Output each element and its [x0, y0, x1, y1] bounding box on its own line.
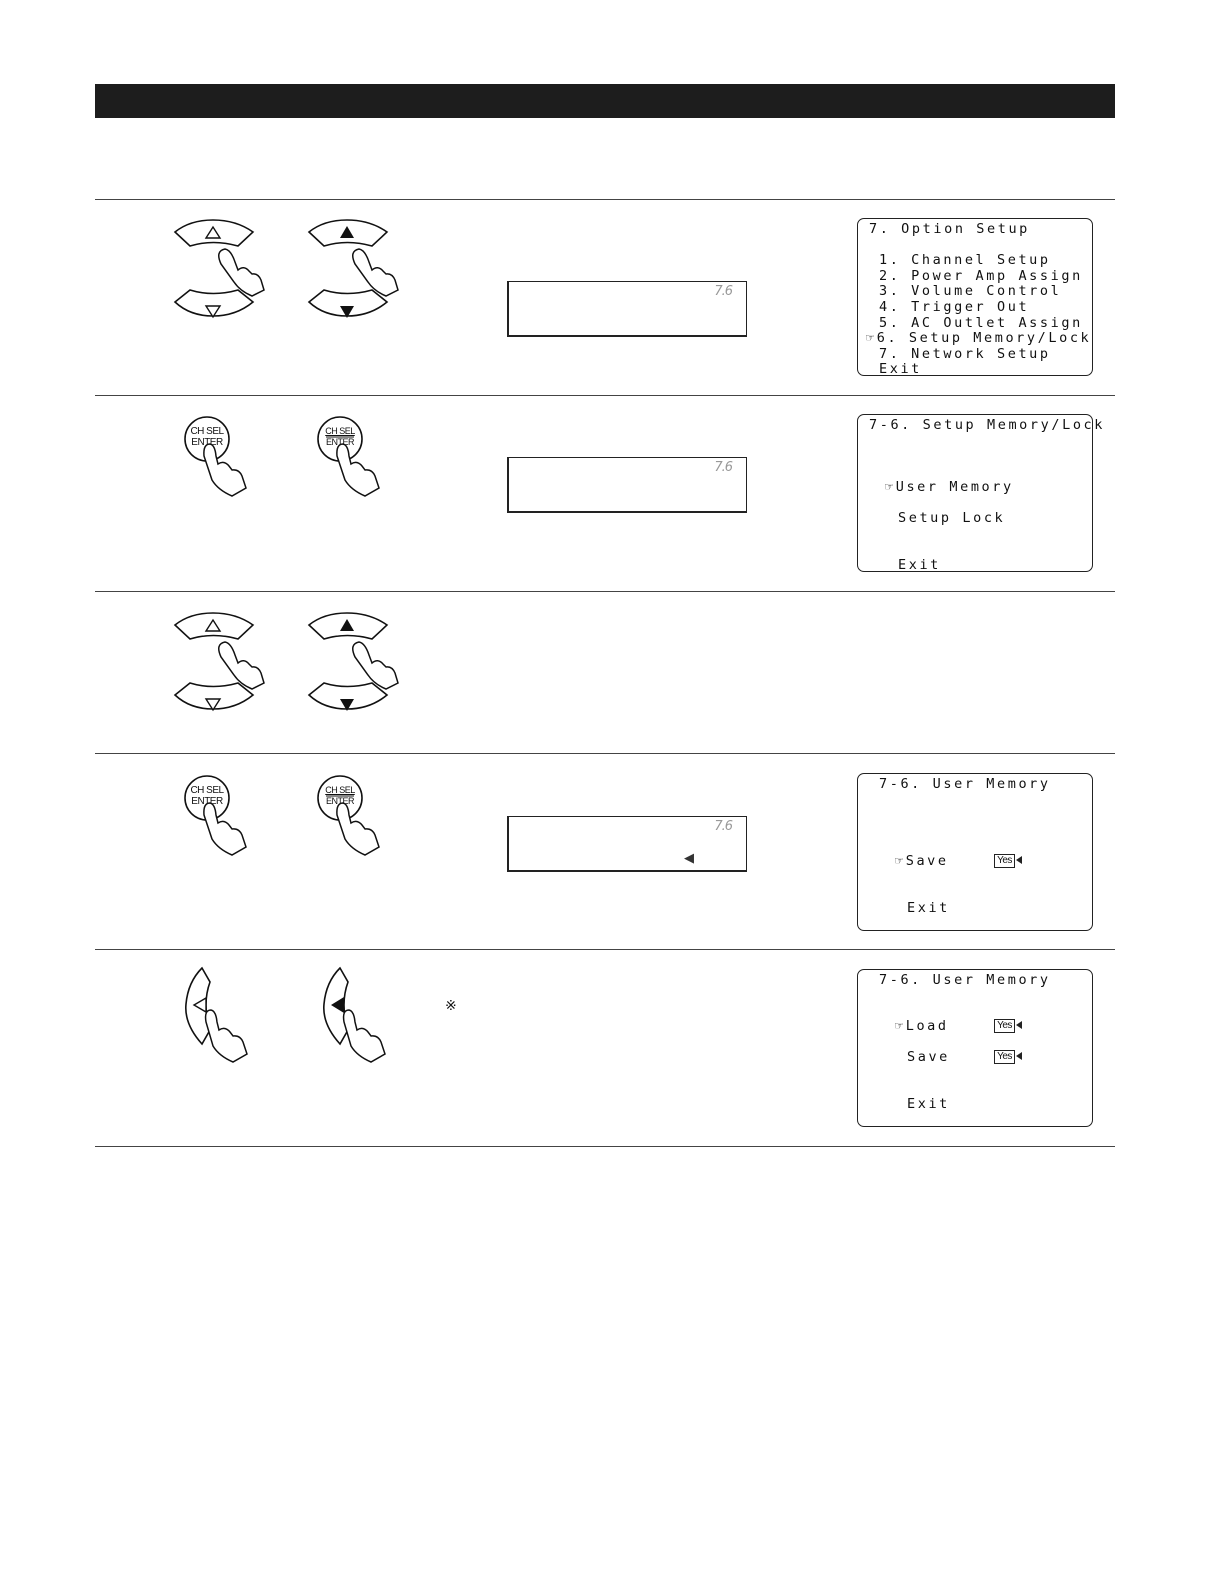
osd-option-setup [857, 218, 1093, 376]
yes-option: Yes [994, 854, 1015, 868]
osd-menu-item: 4. Trigger Out [879, 299, 1030, 315]
yes-option: Yes [994, 1050, 1015, 1064]
osd-menu-exit: Exit [907, 1096, 950, 1112]
osd-menu-item: 3. Volume Control [879, 283, 1062, 299]
osd-menu-item-selected: ☞Load [895, 1018, 949, 1034]
step-divider [95, 199, 1115, 200]
osd-menu-item: 7. Network Setup [879, 346, 1051, 362]
step-divider [95, 395, 1115, 396]
osd-menu-exit: Exit [907, 900, 950, 916]
hand-icon [353, 642, 398, 689]
osd-title: 7. Option Setup [869, 221, 1030, 237]
note-mark: ※ [445, 997, 457, 1013]
front-panel-display [507, 457, 747, 513]
hand-icon [344, 1010, 385, 1062]
remote-enter-button-illustration [315, 414, 395, 498]
osd-user-memory-save [857, 773, 1093, 931]
remote-cursor-buttons-illustration [302, 214, 402, 330]
hand-icon [219, 642, 264, 689]
front-panel-display [507, 281, 747, 337]
step-divider [95, 949, 1115, 950]
hand-icon [206, 1010, 247, 1062]
osd-menu-item-selected: ☞User Memory [885, 479, 1014, 495]
main-unit-left-button-illustration [180, 964, 260, 1068]
left-arrow-icon [1016, 1052, 1022, 1060]
step-divider [95, 591, 1115, 592]
hand-icon [353, 249, 398, 296]
osd-menu-item: Setup Lock [898, 510, 1006, 526]
osd-title: 7-6. User Memory [879, 972, 1051, 988]
osd-menu-item: 1. Channel Setup [879, 252, 1051, 268]
left-arrow-icon: ◀ [684, 850, 694, 865]
main-unit-enter-button-illustration [182, 414, 262, 498]
yes-option: Yes [994, 1019, 1015, 1033]
section-header-bar [95, 84, 1115, 118]
enter-label: ENTER [325, 437, 354, 447]
osd-setup-memory-lock [857, 414, 1106, 573]
ch-sel-label: CH SEL [190, 785, 224, 796]
main-unit-cursor-buttons-illustration [168, 214, 268, 330]
enter-label: ENTER [325, 796, 354, 806]
display-indicator: 7.6 [714, 819, 732, 834]
osd-title: 7-6. Setup Memory/Lock [869, 417, 1106, 433]
osd-menu-exit: Exit [879, 361, 922, 377]
remote-cursor-buttons-illustration [302, 607, 402, 723]
remote-enter-button-illustration [315, 773, 395, 857]
ch-sel-label: CH SEL [325, 426, 355, 436]
ch-sel-label: CH SEL [325, 785, 355, 795]
step-divider [95, 1146, 1115, 1147]
remote-left-button-illustration [318, 964, 398, 1068]
osd-menu-item: 2. Power Amp Assign [879, 268, 1083, 284]
osd-menu-item-selected: ☞Save [895, 853, 949, 869]
osd-menu-item-selected: ☞6. Setup Memory/Lock [866, 330, 1092, 346]
osd-title: 7-6. User Memory [879, 776, 1051, 792]
left-arrow-icon [1016, 1021, 1022, 1029]
osd-menu-item: Save [907, 1049, 950, 1065]
main-unit-cursor-buttons-illustration [168, 607, 268, 723]
osd-menu-item: 5. AC Outlet Assign [879, 315, 1083, 331]
enter-label: ENTER [191, 437, 223, 448]
enter-label: ENTER [191, 796, 223, 807]
osd-user-memory-load [857, 969, 1093, 1127]
display-indicator: 7.6 [714, 460, 732, 475]
hand-icon [219, 249, 264, 296]
step-divider [95, 753, 1115, 754]
left-arrow-icon [1016, 856, 1022, 864]
osd-menu-exit: Exit [898, 557, 941, 573]
main-unit-enter-button-illustration [182, 773, 262, 857]
ch-sel-label: CH SEL [190, 426, 224, 437]
front-panel-display [507, 816, 747, 872]
display-indicator: 7.6 [714, 284, 732, 299]
